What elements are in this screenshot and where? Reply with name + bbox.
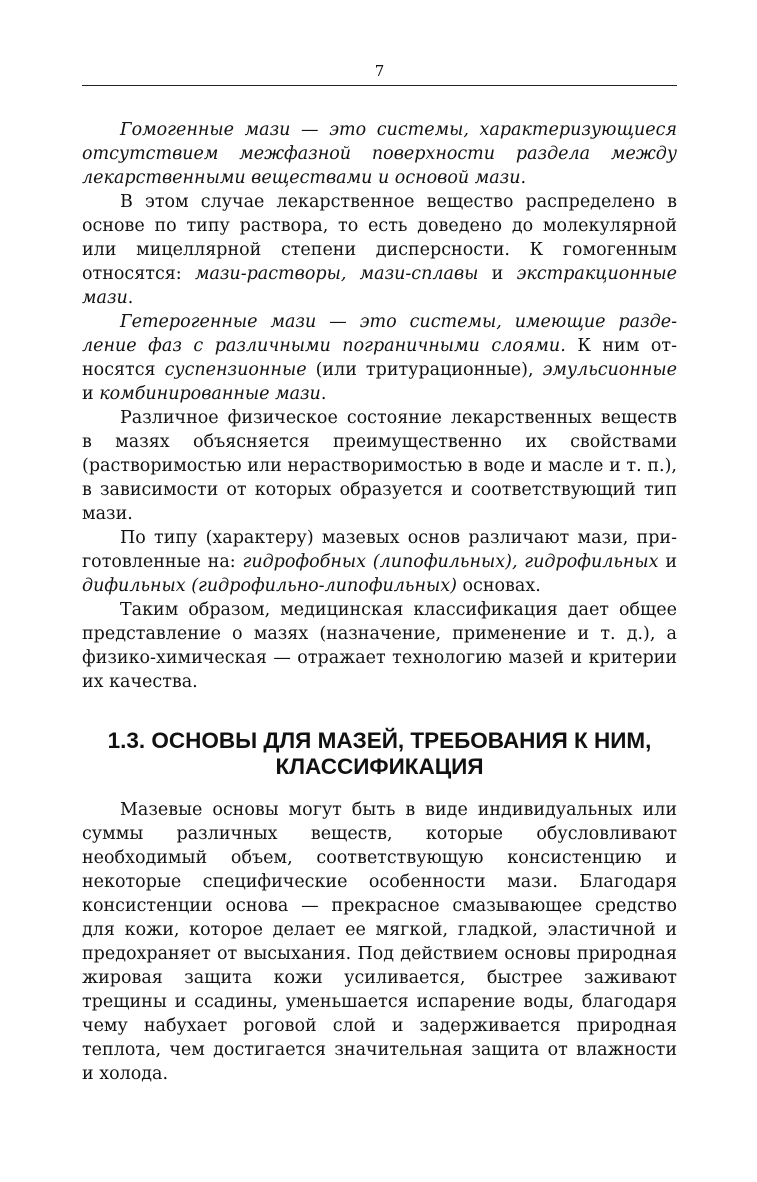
header-rule: [82, 85, 677, 86]
paragraph: [82, 406, 677, 526]
paragraph: [82, 526, 677, 598]
paragraph: [82, 310, 677, 406]
paragraph: Мазевые основы могут быть в виде индивидуальных или суммы различных веществ, которые обусловливают необходимый объем, соответствующую консистенцию и некоторые специфические особенности мази. Благодаря консистенции основа — прекрасное смазывающее средство для кожи, которое делает ее мягкой, гладкой, эластичной и предохраняет от высыхания. Под действием основы природная жировая защита кожи усиливается, быстрее заживают трещины и ссадины, уменьшается испарение воды, благодаря чему набухает роговой слой и задерживается природная теплота, чем достигается значительная защита от влажности и холода.: [82, 800, 677, 1084]
text-run: (или тритурационные),: [306, 360, 543, 380]
page-number: 7: [374, 62, 385, 80]
text-run: .: [127, 288, 134, 308]
paragraph: [82, 118, 677, 190]
italic-run: эмульсионные: [542, 360, 677, 380]
text-run: По типу (характеру) мазевых основ различают мази, приготовленные на:: [82, 528, 677, 572]
text-run: и: [658, 552, 678, 572]
italic-run: суспензионные: [164, 360, 307, 380]
text-run: В этом случае лекарственное вещество распределено в основе по типу раствора, то есть доведено до молекулярной или мицеллярной степени дисперсности. К гомогенным относятся:: [82, 192, 677, 284]
text-run: и: [478, 264, 517, 284]
text-run: и: [82, 384, 100, 404]
text-run: основах.: [456, 576, 541, 596]
italic-run: дифильных (гидрофильно-липофильных): [82, 576, 457, 596]
paragraph: [82, 598, 677, 694]
italic-run: комбинированные мази: [99, 384, 321, 404]
paragraph: [82, 190, 677, 310]
text-run: Различное физическое состояние лекарственных веществ в мазях объясняется преимущественно их свойствами (растворимостью или нерастворимостью в воде и масле и т. п.), в зависимости от которых образуется и соответствующий тип мази.: [82, 408, 677, 524]
italic-run: Гомогенные мази — это системы, характеризующиеся отсутствием межфазной поверхности раздела между лекарственными веществами и основой мази.: [82, 120, 677, 188]
italic-run: мази-растворы, мази-сплавы: [194, 264, 479, 284]
italic-run: Гетерогенные мази — это системы, имеющие разделение фаз с различными пограничными слоями.: [82, 312, 677, 356]
intro-text: [82, 118, 677, 694]
section-text: [82, 798, 677, 1086]
section-heading-line-1: 1.3. ОСНОВЫ ДЛЯ МАЗЕЙ, ТРЕБОВАНИЯ К НИМ,: [107, 728, 652, 753]
text-run: .: [320, 384, 327, 404]
text-run: Таким образом, медицинская классификация дает общее представление о мазях (назначение, применение и т. д.), а физико-химическая — отражает технологию мазей и критерии их качества.: [82, 600, 677, 692]
section-heading: [82, 728, 677, 780]
book-page: [82, 0, 677, 1182]
text-run: К ним относятся: [82, 336, 677, 380]
italic-run: экстракционные мази: [82, 264, 677, 308]
section-heading-line-2: КЛАССИФИКАЦИЯ: [275, 754, 484, 779]
italic-run: гидрофобных (липофильных), гидрофильных: [242, 552, 659, 572]
